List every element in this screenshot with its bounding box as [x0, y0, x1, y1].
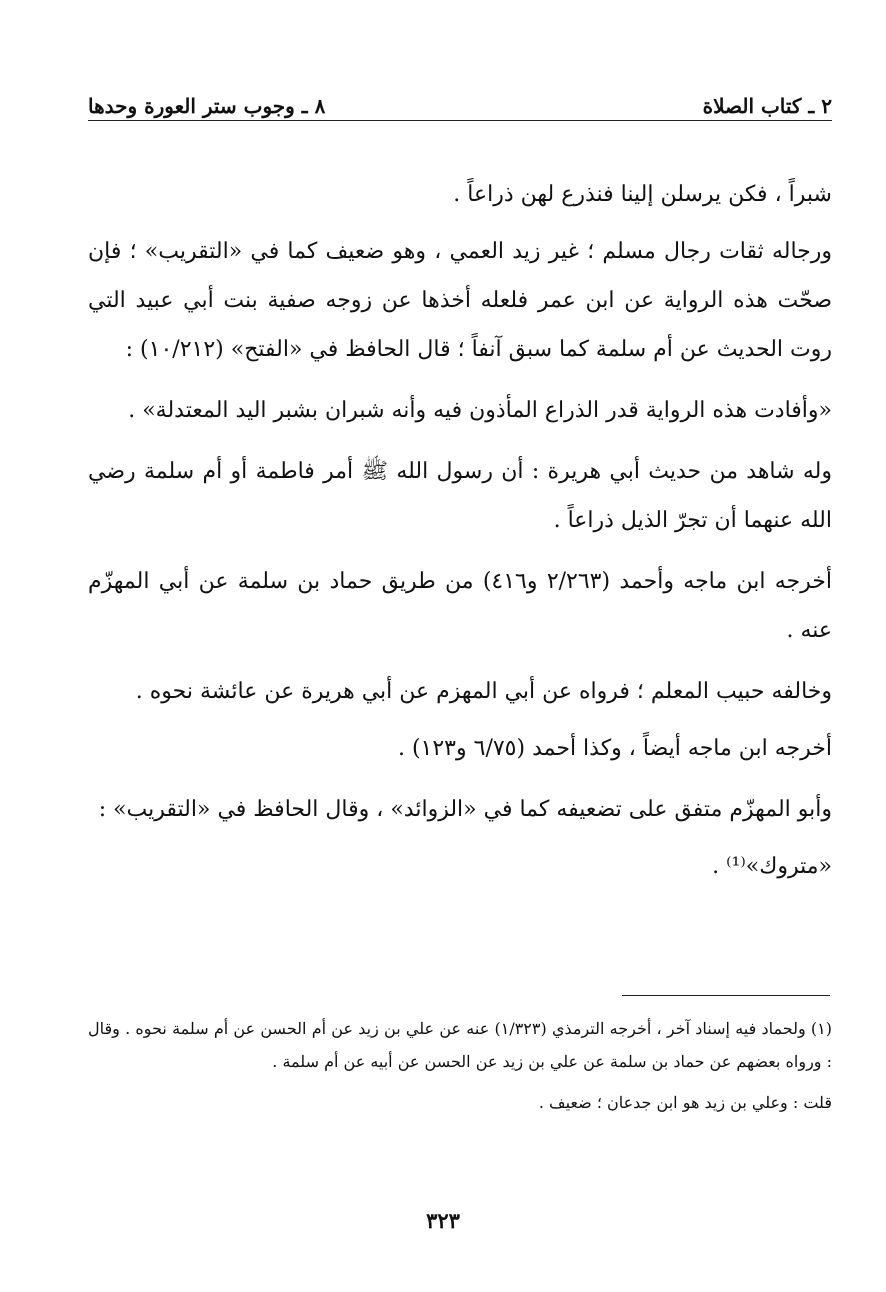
paragraph: أخرجه ابن ماجه أيضاً ، وكذا أحمد (٦/٧٥ و١٢٣) . [397, 736, 832, 761]
running-header [88, 78, 832, 118]
header-divider [88, 120, 832, 121]
paragraph: «متروك»⁽¹⁾ . [712, 854, 832, 879]
footnote: (١) ولحماد فيه إسناد آخر ، أخرجه الترمذي (١/٣٢٣) عنه عن علي بن زيد عن أم الحسن عن أم سلمة نحوه . وقال : ورواه بعضهم عن حماد بن سلمة عن علي بن زيد عن الحسن عن أبيه عن أم سلمة . [88, 1019, 832, 1071]
paragraph: أخرجه ابن ماجه وأحمد (٢/٢٦٣ و٤١٦) من طريق حماد بن سلمة عن أبي المهزّم عنه . [88, 569, 832, 643]
paragraph: وخالفه حبيب المعلم ؛ فرواه عن أبي المهزم عن أبي هريرة عن عائشة نحوه . [135, 679, 832, 704]
footnote: قلت : وعلي بن زيد هو ابن جدعان ؛ ضعيف . [538, 1093, 832, 1112]
quotation-paragraph: «وأفادت هذه الرواية قدر الذراع المأذون فيه وأنه شبران بشبر اليد المعتدلة» . [128, 398, 832, 423]
main-text [88, 170, 832, 903]
header-section-title: ٨ ـ وجوب ستر العورة وحدها [88, 94, 326, 118]
paragraph: ورجاله ثقات رجال مسلم ؛ غير زيد العمي ، وهو ضعيف كما في «التقريب» ؛ فإن صحّت هذه الرواية عن ابن عمر فلعله أخذها عن زوجه صفية بنت أبي عبيد التي روت الحديث عن أم سلمة كما سبق آنفاً ؛ قال الحافظ في «الفتح» (١٠/٢١٢) : [88, 239, 832, 362]
page-number: ٣٢٣ [426, 1208, 460, 1233]
footnotes [88, 1012, 832, 1127]
paragraph: وأبو المهزّم متفق على تضعيفه كما في «الزوائد» ، وقال الحافظ في «التقريب» : [98, 797, 832, 822]
paragraph: وله شاهد من حديث أبي هريرة : أن رسول الله ﷺ أمر فاطمة أو أم سلمة رضي الله عنهما أن تجرّ الذيل ذراعاً . [88, 459, 832, 533]
footnote-divider [622, 995, 830, 996]
paragraph: شبراً ، فكن يرسلن إلينا فنذرع لهن ذراعاً . [453, 182, 832, 207]
header-chapter-title: ٢ ـ كتاب الصلاة [702, 94, 832, 118]
